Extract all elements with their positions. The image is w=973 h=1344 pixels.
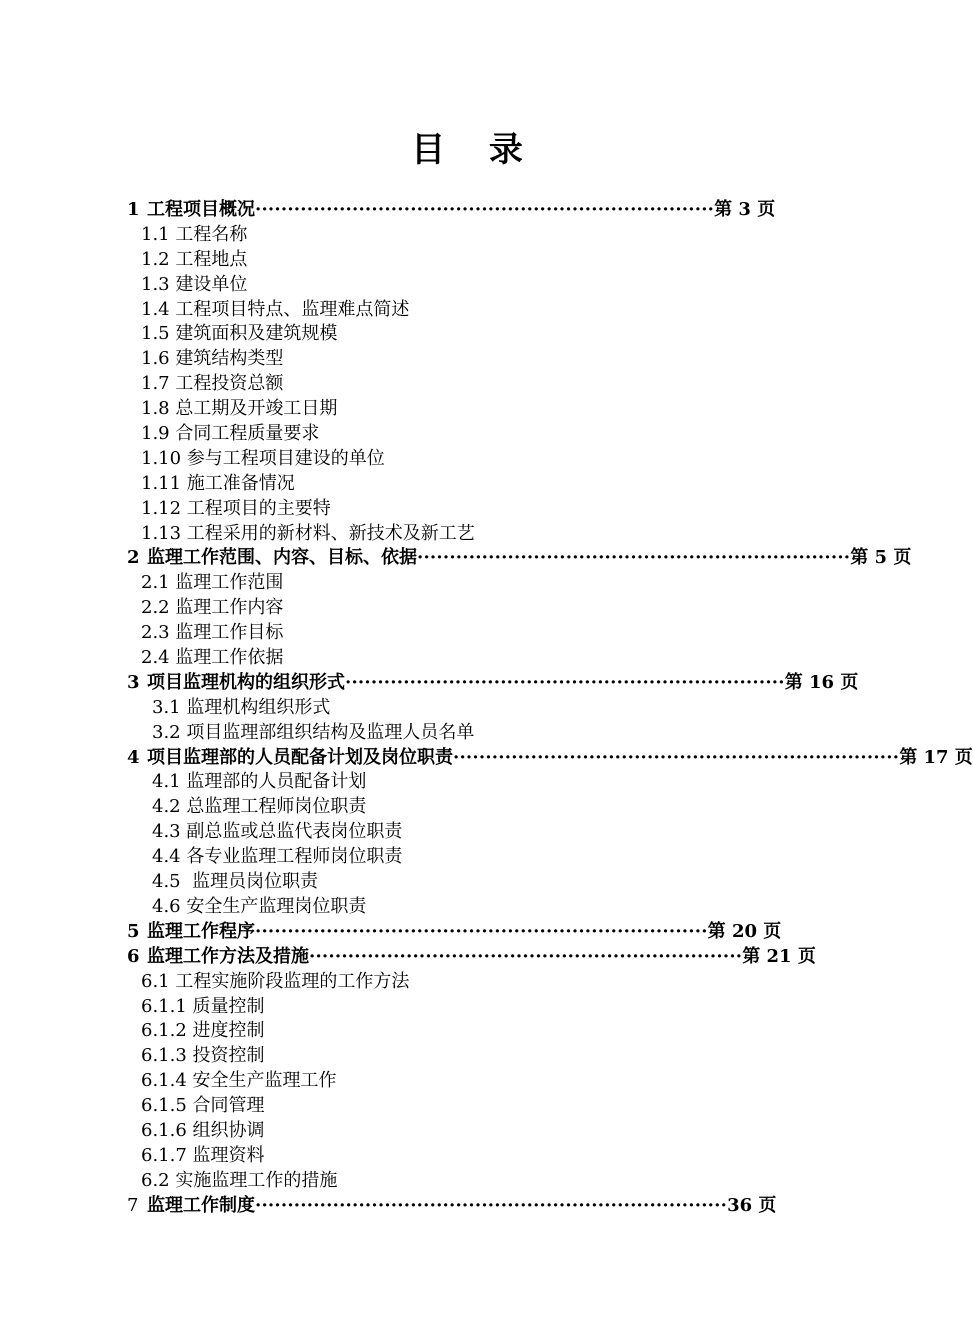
chapter-number: 6 — [127, 945, 140, 967]
toc-item: 6.1.2 进度控制 — [141, 1020, 265, 1042]
toc-item: 4.2 总监理工程师岗位职责 — [152, 796, 367, 818]
toc-item: 1.8 总工期及开竣工日期 — [141, 398, 338, 420]
toc-chapter-7 — [127, 1194, 827, 1219]
toc-item: 4.6 安全生产监理岗位职责 — [152, 895, 367, 917]
toc-item: 2.4 监理工作依据 — [141, 647, 284, 669]
page-title: 目 录 — [411, 130, 539, 170]
chapter-label: 监理工作程序 — [147, 920, 255, 942]
toc-item: 6.1 工程实施阶段监理的工作方法 — [141, 970, 410, 992]
chapter-label: 工程项目概况 — [147, 199, 255, 220]
toc-chapter-6 — [127, 945, 827, 970]
toc-chapter-2 — [127, 546, 912, 571]
chapter-label: 项目监理部的人员配备计划及岗位职责 — [147, 746, 453, 768]
chapter-label: 项目监理机构的组织形式 — [147, 671, 345, 693]
toc-item: 1.5 建筑面积及建筑规模 — [141, 323, 338, 345]
page-ref: 第 3 页 — [714, 199, 776, 220]
toc-item: 1.2 工程地点 — [141, 248, 248, 270]
toc-item: 1.6 建筑结构类型 — [141, 348, 284, 370]
toc-item: 4.4 各专业监理工程师岗位职责 — [152, 846, 403, 868]
toc-item: 4.5 监理员岗位职责 — [152, 871, 319, 893]
toc-item: 2.3 监理工作目标 — [141, 622, 284, 644]
leader-dots: ···································································· — [345, 671, 785, 693]
leader-dots: ········································································· — [255, 1194, 728, 1216]
toc-item: 6.1.3 投资控制 — [141, 1045, 265, 1067]
toc-item: 1.11 施工准备情况 — [141, 472, 295, 494]
chapter-number: 2 — [127, 547, 140, 569]
toc-item: 6.2 实施监理工作的措施 — [141, 1169, 338, 1191]
page-ref: 36 页 — [727, 1194, 777, 1216]
toc-item: 1.1 工程名称 — [141, 223, 248, 245]
chapter-label: 监理工作方法及措施 — [147, 945, 309, 967]
leader-dots: ····································································· — [453, 746, 900, 768]
leader-dots: ··································································· — [417, 547, 851, 569]
page-ref: 第 17 页 — [899, 746, 973, 768]
leader-dots: ······································································· — [255, 199, 715, 220]
toc-item: 2.1 监理工作范围 — [141, 572, 284, 594]
toc-item: 1.12 工程项目的主要特 — [141, 497, 331, 519]
toc-item: 1.9 合同工程质量要求 — [141, 423, 320, 445]
page-ref: 第 16 页 — [784, 671, 859, 693]
toc-item: 4.1 监理部的人员配备计划 — [152, 771, 367, 793]
chapter-number: 5 — [127, 920, 140, 942]
toc-item: 3.1 监理机构组织形式 — [152, 696, 331, 718]
chapter-number: 1 — [127, 199, 140, 220]
chapter-number: 7 — [127, 1194, 139, 1216]
page-ref: 第 21 页 — [742, 945, 816, 967]
chapter-label: 监理工作制度 — [147, 1194, 255, 1216]
toc-item: 4.3 副总监或总监代表岗位职责 — [152, 821, 403, 843]
toc-item: 2.2 监理工作内容 — [141, 597, 284, 619]
toc-item: 6.1.4 安全生产监理工作 — [141, 1070, 337, 1092]
toc-item: 1.7 工程投资总额 — [141, 373, 284, 395]
table-of-contents — [127, 198, 973, 1219]
toc-chapter-1 — [127, 198, 827, 223]
toc-item: 1.3 建设单位 — [141, 273, 248, 295]
toc-item: 3.2 项目监理部组织结构及监理人员名单 — [152, 721, 475, 743]
toc-item: 1.13 工程采用的新材料、新技术及新工艺 — [141, 522, 475, 544]
chapter-number: 3 — [127, 671, 140, 693]
toc-item: 6.1.5 合同管理 — [141, 1095, 265, 1117]
toc-item: 6.1.1 质量控制 — [141, 995, 265, 1017]
toc-chapter-4 — [127, 746, 973, 771]
toc-chapter-5 — [127, 920, 827, 945]
leader-dots: ··································································· — [309, 945, 743, 967]
page-ref: 第 20 页 — [707, 920, 782, 942]
toc-item: 1.10 参与工程项目建设的单位 — [141, 447, 385, 469]
toc-item: 1.4 工程项目特点、监理难点简述 — [141, 298, 410, 320]
toc-chapter-3 — [127, 671, 859, 696]
chapter-number: 4 — [127, 746, 140, 768]
toc-item: 6.1.7 监理资料 — [141, 1144, 265, 1166]
page-ref: 第 5 页 — [850, 547, 912, 569]
toc-item: 6.1.6 组织协调 — [141, 1119, 265, 1141]
chapter-label: 监理工作范围、内容、目标、依据 — [147, 547, 417, 569]
leader-dots: ······································································ — [255, 920, 708, 942]
